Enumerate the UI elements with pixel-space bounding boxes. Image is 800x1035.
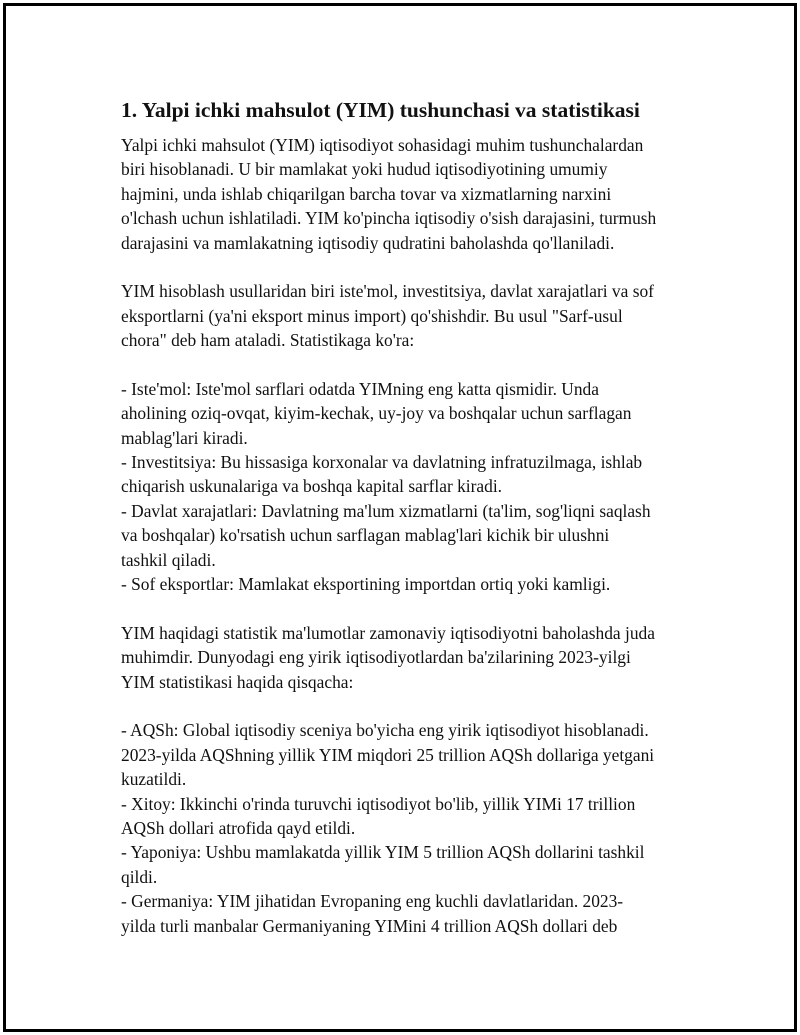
text-line: muhimdir. Dunyodagi eng yirik iqtisodiyotlardan ba'zilarining 2023-yilgi bbox=[121, 647, 631, 668]
paragraph-components-list bbox=[121, 377, 696, 597]
text-line: AQSh dollari atrofida qayd etildi. bbox=[121, 817, 356, 838]
text-line: mablag'lari kiradi. bbox=[121, 427, 248, 448]
text-line: 2023-yilda AQShning yillik YIM miqdori 25 trillion AQSh dollariga yetgani bbox=[121, 744, 655, 765]
text-line: - AQSh: Global iqtisodiy sceniya bo'yicha eng yirik iqtisodiyot hisoblanadi. bbox=[121, 720, 649, 741]
text-line: o'lchash uchun ishlatiladi. YIM ko'pincha iqtisodiy o'sish darajasini, turmush bbox=[121, 208, 657, 229]
paragraph-statistics-intro bbox=[121, 621, 696, 694]
text-line: - Davlat xarajatlari: Davlatning ma'lum xizmatlarni (ta'lim, sog'liqni saqlash bbox=[121, 500, 651, 521]
text-line: chiqarish uskunalariga va boshqa kapital sarflar kiradi. bbox=[121, 476, 503, 497]
text-line: aholining oziq-ovqat, kiyim-kechak, uy-joy va boshqalar uchun sarflagan bbox=[121, 403, 632, 424]
paragraph-methods bbox=[121, 279, 696, 352]
text-line: chora" deb ham ataladi. Statistikaga ko'ra: bbox=[121, 330, 415, 351]
text-line: - Yaponiya: Ushbu mamlakatda yillik YIM 5 trillion AQSh dollarini tashkil bbox=[121, 842, 645, 863]
text-line: YIM hisoblash usullaridan biri iste'mol, investitsiya, davlat xarajatlari va sof bbox=[121, 281, 654, 302]
text-line: - Germaniya: YIM jihatidan Evropaning eng kuchli davlatlaridan. 2023- bbox=[121, 891, 624, 912]
paragraph-intro bbox=[121, 133, 696, 255]
paragraph-spacer bbox=[121, 353, 696, 377]
text-line: - Xitoy: Ikkinchi o'rinda turuvchi iqtisodiyot bo'lib, yillik YIMi 17 trillion bbox=[121, 793, 636, 814]
text-line: - Sof eksportlar: Mamlakat eksportining importdan ortiq yoki kamligi. bbox=[121, 574, 611, 595]
page-frame bbox=[3, 3, 797, 1032]
paragraph-spacer bbox=[121, 255, 696, 279]
text-line: hajmini, unda ishlab chiqarilgan barcha tovar va xizmatlarning narxini bbox=[121, 183, 612, 204]
text-line: YIM haqidagi statistik ma'lumotlar zamonaviy iqtisodiyotni baholashda juda bbox=[121, 622, 655, 643]
paragraph-spacer bbox=[121, 596, 696, 620]
text-line: tashkil qiladi. bbox=[121, 549, 216, 570]
paragraph-country-list bbox=[121, 718, 696, 938]
text-line: - Investitsiya: Bu hissasiga korxonalar va davlatning infratuzilmaga, ishlab bbox=[121, 452, 643, 473]
paragraph-spacer bbox=[121, 694, 696, 718]
text-line: YIM statistikasi haqida qisqacha: bbox=[121, 671, 354, 692]
text-line: yilda turli manbalar Germaniyaning YIMini 4 trillion AQSh dollari deb bbox=[121, 915, 618, 936]
document-body bbox=[121, 96, 696, 938]
text-line: biri hisoblanadi. U bir mamlakat yoki hudud iqtisodiyotining umumiy bbox=[121, 159, 608, 180]
text-line: va boshqalar) ko'rsatish uchun sarflagan mablag'lari kichik bir ulushni bbox=[121, 525, 610, 546]
text-line: darajasini va mamlakatning iqtisodiy qudratini baholashda qo'llaniladi. bbox=[121, 232, 615, 253]
section-heading: 1. Yalpi ichki mahsulot (YIM) tushunchasi va statistikasi bbox=[121, 98, 640, 122]
text-line: eksportlarni (ya'ni eksport minus import) qo'shishdir. Bu usul "Sarf-usul bbox=[121, 305, 623, 326]
text-line: kuzatildi. bbox=[121, 769, 187, 790]
text-line: Yalpi ichki mahsulot (YIM) iqtisodiyot sohasidagi muhim tushunchalardan bbox=[121, 135, 644, 155]
text-line: - Iste'mol: Iste'mol sarflari odatda YIMning eng katta qismidir. Unda bbox=[121, 378, 599, 399]
text-line: qildi. bbox=[121, 866, 158, 887]
